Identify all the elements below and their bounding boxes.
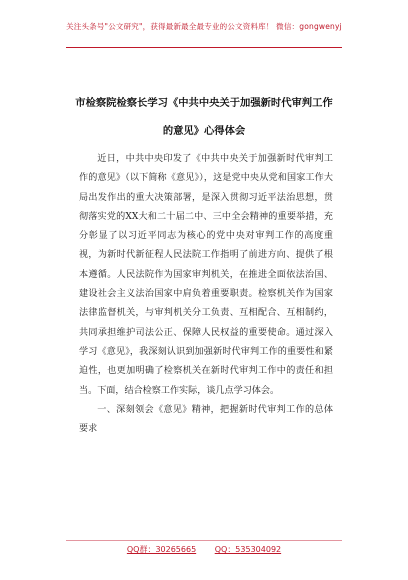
- header-divider: [66, 47, 342, 48]
- body-paragraph: 近日，中共中央印发了《中共中央关于加强新时代审判工作的意见》（以下简称《意见》），这是党中央从党和国家工作大局出发作出的重大决策部署，是深入贯彻习近平法治思想，贯彻落实党的XX大和二十届二中、三中全会精神的重要举措，充分彰显了以习近平同志为核心的党中央对审判工作的高度重视，为新时代新征程人民法院工作指明了前进方向、提供了根本遵循。人民法院作为国家审判机关，在推进全面依法治国、建设社会主义法治国家中肩负着重要职责。检察机关作为国家法律监督机关，与审判机关分工负责、互相配合、互相制约，共同承担维护司法公正、保障人民权益的重要使命。通过深入学习《意见》，我深刻认识到加强新时代审判工作的重要性和紧迫性，也更加明确了检察机关在新时代审判工作中的责任和担当。下面，结合检察工作实际，谈几点学习体会。: [79, 154, 333, 396]
- document-body: [79, 150, 333, 439]
- document-title-line-1: 市检察院检察长学习《中共中央关于加强新时代审判工作: [75, 97, 333, 109]
- footer-contact: [0, 544, 408, 555]
- section-heading: 一、深刻领会《意见》精神，把握新时代审判工作的总体要求: [79, 404, 333, 435]
- footer-qq-link[interactable]: QQ：535304092: [214, 545, 282, 554]
- footer-divider: [66, 540, 342, 541]
- document-title-line-2: 的意见》心得体会: [162, 125, 246, 137]
- footer-qq-group-link[interactable]: QQ群：30265665: [126, 545, 197, 554]
- header-promo-text: 关注头条号"公文研究"，获得最新最全最专业的公文资料库！ 微信：gongwenyj: [66, 22, 342, 31]
